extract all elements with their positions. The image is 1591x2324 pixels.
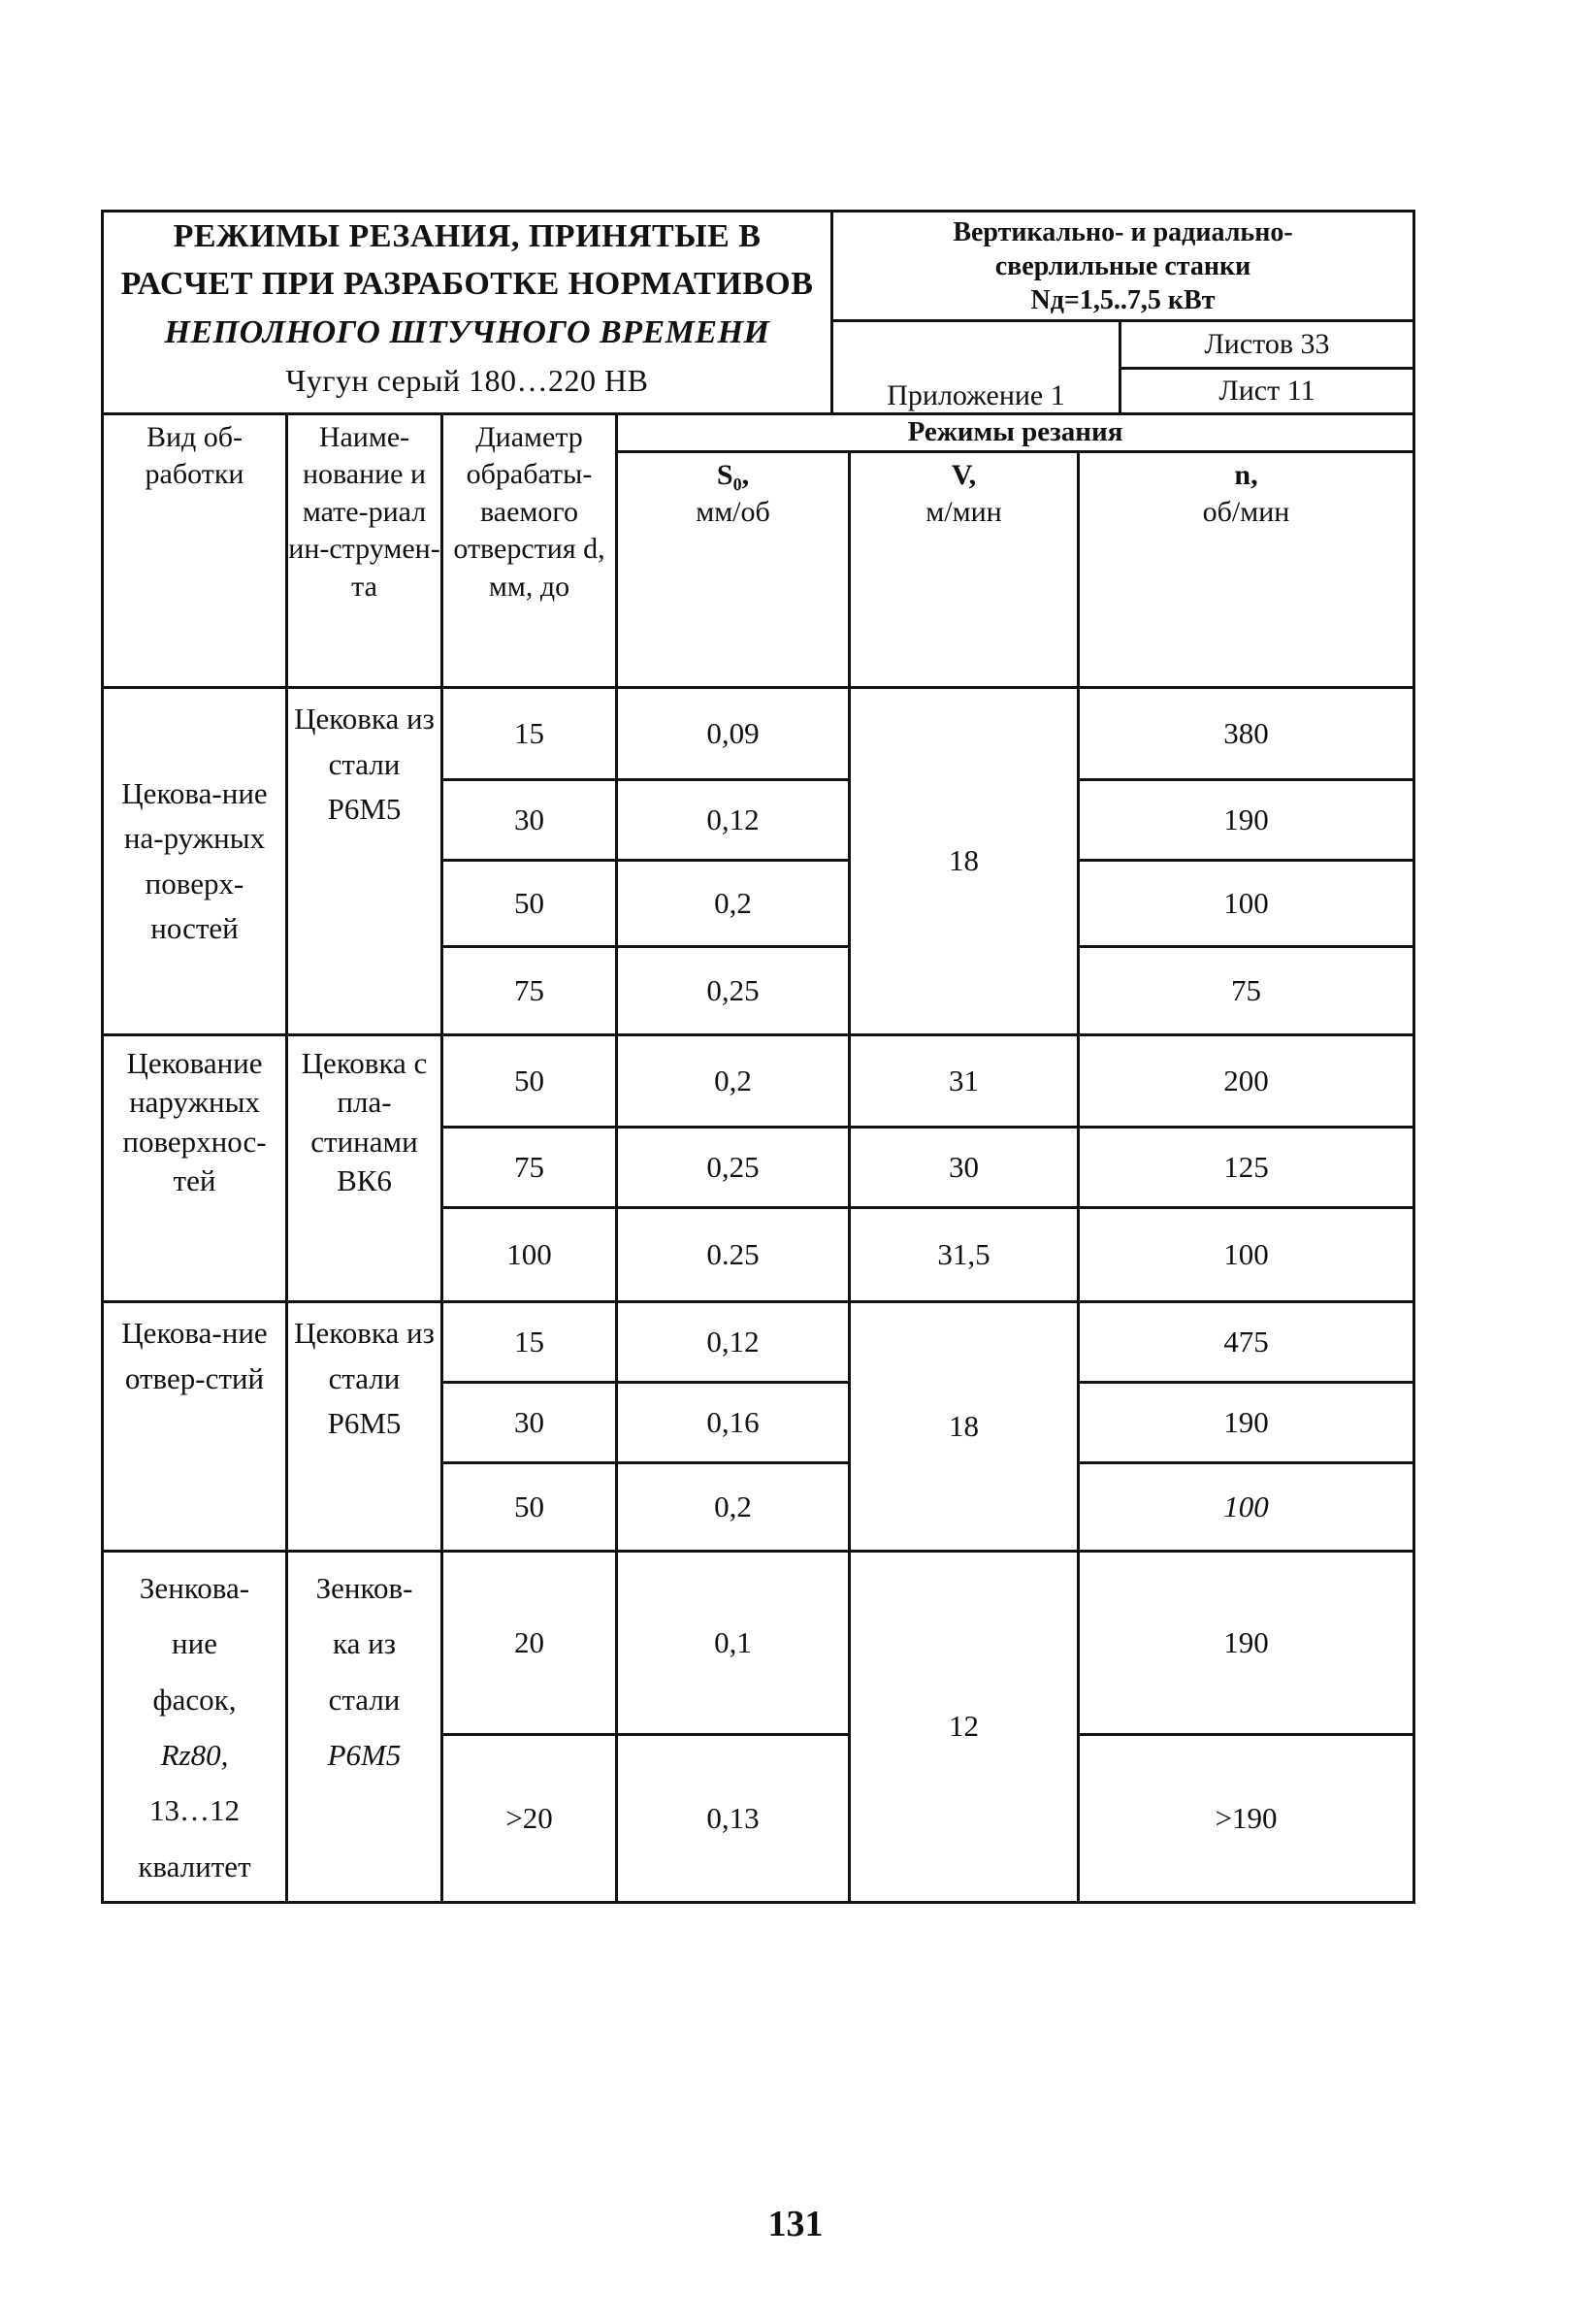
diameter-cell: 75 (442, 947, 617, 1035)
cutting-modes-table (101, 412, 1415, 1904)
col-tool: Наиме-нование и мате-риал ин-струмен-та (287, 414, 442, 688)
col-rpm-label: n, (1234, 459, 1258, 491)
operation-line: Rz80, (160, 1738, 229, 1773)
diameter-cell: 50 (442, 861, 617, 947)
diameter-cell: 15 (442, 688, 617, 780)
col-speed (850, 452, 1079, 688)
rpm-cell: 200 (1079, 1035, 1414, 1128)
speed-cell: 18 (850, 1302, 1079, 1552)
feed-cell: 0,25 (617, 947, 850, 1035)
rpm-cell: 190 (1079, 1552, 1414, 1735)
machine-line-3: Nд=1,5..7,5 кВт (1030, 284, 1216, 315)
tool-cell: Цековка из стали Р6М5 (287, 1302, 442, 1552)
table-row (103, 1552, 1414, 1735)
rpm-cell: 125 (1079, 1128, 1414, 1208)
speed-cell: 31,5 (850, 1208, 1079, 1302)
col-operation: Вид об-работки (103, 414, 287, 688)
tool-cell: Цековка с пла-стинами ВК6 (287, 1035, 442, 1302)
operation-cell: Цекова-ние отвер-стий (103, 1302, 287, 1552)
tool-line: Зенков- (315, 1571, 413, 1605)
table-row (103, 1035, 1414, 1128)
feed-cell: 0,2 (617, 1035, 850, 1128)
feed-cell: 0,12 (617, 1302, 850, 1383)
rpm-cell: 380 (1079, 688, 1414, 780)
col-feed-label: S₀, (716, 459, 750, 491)
machine-type (832, 212, 1414, 321)
rpm-cell: 190 (1079, 1383, 1414, 1463)
title-line-1: РЕЖИМЫ РЕЗАНИЯ, ПРИНЯТЫЕ В (173, 218, 762, 254)
feed-cell: 0,09 (617, 688, 850, 780)
title-line-2: РАСЧЕТ ПРИ РАЗРАБОТКЕ НОРМАТИВОВ (120, 266, 814, 303)
title-line-3: НЕПОЛНОГО ШТУЧНОГО ВРЕМЕНИ (164, 313, 770, 350)
col-rpm-unit: об/мин (1202, 496, 1290, 529)
tool-line: Р6М5 (327, 1738, 402, 1773)
operation-line: квалитет (138, 1849, 251, 1883)
normative-sheet (101, 210, 1412, 1904)
table-row (103, 688, 1414, 780)
operation-line: Зенкова- (139, 1571, 250, 1605)
feed-cell: 0,25 (617, 1128, 850, 1208)
operation-line: 13…12 (149, 1793, 240, 1828)
speed-cell: 30 (850, 1128, 1079, 1208)
rpm-cell: 75 (1079, 947, 1414, 1035)
diameter-cell: 50 (442, 1035, 617, 1128)
col-speed-label: V, (951, 459, 977, 491)
machine-line-1: Вертикально- и радиально- (953, 216, 1293, 247)
appendix-label: Приложение 1 (832, 321, 1120, 414)
speed-cell: 12 (850, 1552, 1079, 1903)
diameter-cell: 75 (442, 1128, 617, 1208)
operation-cell (103, 1552, 287, 1903)
diameter-cell: 30 (442, 780, 617, 861)
table-row (103, 1302, 1414, 1383)
machine-line-2: сверлильные станки (994, 250, 1251, 281)
diameter-cell: 50 (442, 1463, 617, 1552)
col-feed-unit: мм/об (696, 496, 770, 529)
rpm-cell: 100 (1079, 1208, 1414, 1302)
table-header-row (103, 414, 1414, 452)
col-speed-unit: м/мин (925, 496, 1002, 529)
feed-cell: 0,1 (617, 1552, 850, 1735)
rpm-cell: 100 (1079, 1463, 1414, 1552)
sheet-title (103, 212, 832, 414)
feed-cell: 0,16 (617, 1383, 850, 1463)
operation-cell: Цекование наружных поверхнос-тей (103, 1035, 287, 1302)
speed-cell: 18 (850, 688, 1079, 1035)
col-diameter: Диаметр обрабаты-ваемого отверстия d, мм, до (442, 414, 617, 688)
material-label: Чугун серый 180…220 НВ (285, 362, 649, 398)
tool-cell: Цековка из стали Р6М5 (287, 688, 442, 1035)
speed-cell: 31 (850, 1035, 1079, 1128)
sheets-total: Листов 33 (1120, 321, 1414, 369)
diameter-cell: 20 (442, 1552, 617, 1735)
tool-line: стали (328, 1682, 401, 1717)
diameter-cell: 15 (442, 1302, 617, 1383)
sheet-number: Лист 11 (1120, 369, 1414, 414)
rpm-cell: 475 (1079, 1302, 1414, 1383)
operation-line: ние (172, 1626, 217, 1661)
col-rpm (1079, 452, 1414, 688)
sheet-header (101, 210, 1415, 415)
feed-cell: 0,2 (617, 861, 850, 947)
page-number: 131 (767, 2204, 824, 2244)
diameter-cell: 30 (442, 1383, 617, 1463)
feed-cell: 0,13 (617, 1735, 850, 1903)
col-feed (617, 452, 850, 688)
operation-line: фасок, (152, 1682, 237, 1717)
rpm-cell: 100 (1079, 861, 1414, 947)
col-modes: Режимы резания (617, 414, 1414, 452)
rpm-cell: 190 (1079, 780, 1414, 861)
feed-cell: 0.25 (617, 1208, 850, 1302)
diameter-cell: 100 (442, 1208, 617, 1302)
diameter-cell: >20 (442, 1735, 617, 1903)
operation-cell: Цекова-ние на-ружных поверх-ностей (103, 688, 287, 1035)
feed-cell: 0,2 (617, 1463, 850, 1552)
tool-line: ка из (333, 1626, 396, 1661)
tool-cell (287, 1552, 442, 1903)
feed-cell: 0,12 (617, 780, 850, 861)
rpm-cell: >190 (1079, 1735, 1414, 1903)
